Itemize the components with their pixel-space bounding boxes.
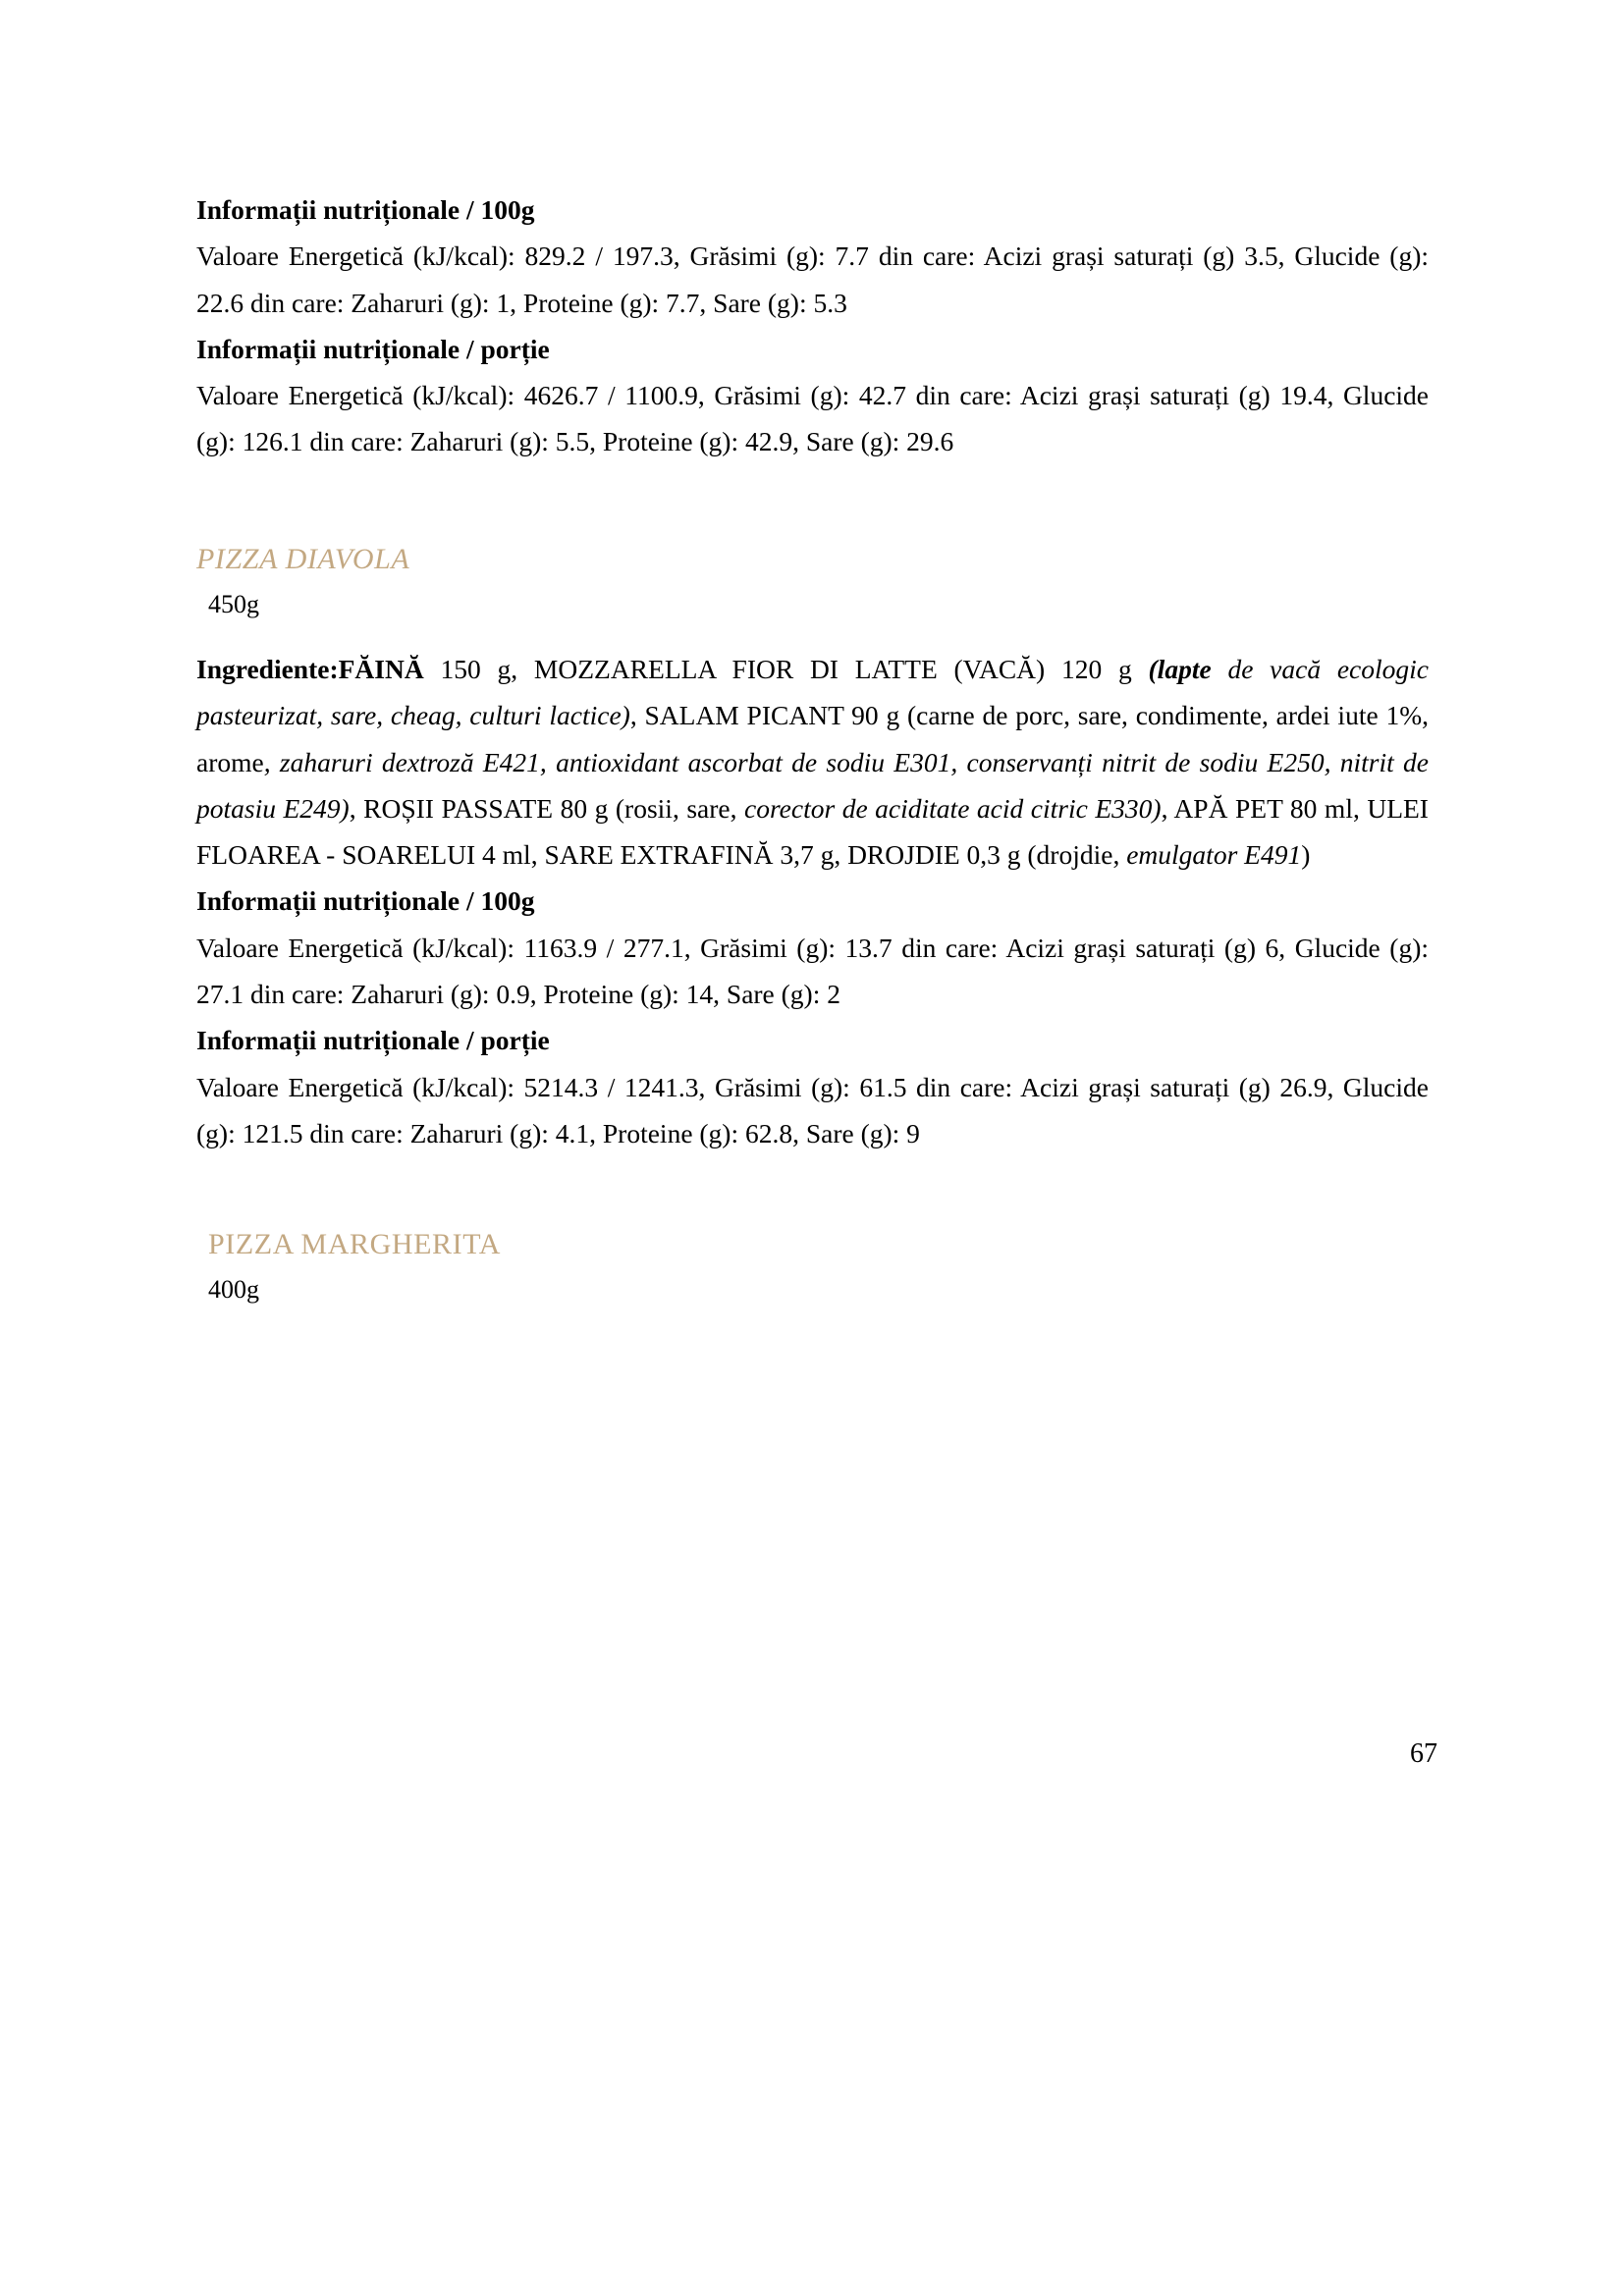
- ingredients-label: Ingrediente:: [196, 653, 339, 684]
- ingredient-run: de vacă ecologic pasteurizat, sare, cheag, culturi lactice): [196, 653, 1429, 731]
- ingredient-run: (lapte: [1148, 653, 1212, 684]
- spacer: [196, 626, 1429, 646]
- nutrition-values-100g: Valoare Energetică (kJ/kcal): 1163.9 / 277.1, Grăsimi (g): 13.7 din care: Acizi grași saturați (g) 6, Glucide (g): 27.1 din care: Zaharuri (g): 0.9, Proteine (g): 14, Sare (g): 2: [196, 932, 1429, 1010]
- ingredient-run: , SALAM PICANT 90 g (carne de porc, sare, condimente, ardei iute 1%, arome: [196, 700, 1429, 777]
- nutrition-values-portion: Valoare Energetică (kJ/kcal): 5214.3 / 1241.3, Grăsimi (g): 61.5 din care: Acizi grași saturați (g) 26.9, Glucide (g): 121.5 din care: Zaharuri (g): 4.1, Proteine (g): 62.8, Sare (g): 9: [196, 1071, 1429, 1148]
- page-number: 67: [1410, 1738, 1437, 1769]
- ingredient-run: , zaharuri dextroză E421, antioxidant ascorbat de sodiu E301, conservanți nitrit de sodiu E250, nitrit de potasiu E249): [196, 746, 1429, 824]
- product-weight: 450g: [208, 589, 259, 618]
- ingredient-run: , APĂ PET 80 ml, ULEI FLOAREA - SOARELUI 4 ml, SARE EXTRAFINĂ 3,7 g, DROJDIE 0,3 g (drojdie,: [196, 792, 1429, 871]
- nutrition-block-previous: [196, 187, 1429, 465]
- nutrition-heading-portion: Informații nutriționale / porție: [196, 1025, 550, 1056]
- nutrition-values-portion: Valoare Energetică (kJ/kcal): 4626.7 / 1100.9, Grăsimi (g): 42.7 din care: Acizi grași saturați (g) 19.4, Glucide (g): 126.1 din care: Zaharuri (g): 5.5, Proteine (g): 42.9, Sare (g): 29.6: [196, 380, 1429, 457]
- ingredient-run: corector de aciditate acid citric E330): [744, 792, 1162, 824]
- ingredient-run: emulgator E491: [1126, 839, 1302, 871]
- ingredient-run: 150 g, MOZZARELLA FIOR DI LATTE (VACĂ) 120 g: [423, 653, 1149, 684]
- nutrition-values-100g: Valoare Energetică (kJ/kcal): 829.2 / 197.3, Grăsimi (g): 7.7 din care: Acizi grași saturați (g) 3.5, Glucide (g): 22.6 din care: Zaharuri (g): 1, Proteine (g): 7.7, Sare (g): 5.3: [196, 240, 1429, 318]
- ingredients-text: [196, 654, 1429, 870]
- nutrition-heading-portion: Informații nutriționale / porție: [196, 333, 550, 364]
- spacer: [196, 1156, 1429, 1221]
- product-title: PIZZA MARGHERITA: [208, 1228, 502, 1261]
- product-pizza-diavola: [196, 536, 1429, 1156]
- product-title: PIZZA DIAVOLA: [196, 542, 410, 575]
- ingredient-run: FĂINĂ: [338, 653, 424, 684]
- ingredient-run: ): [1301, 839, 1311, 871]
- product-ingredients: [196, 646, 1429, 878]
- document-body: [196, 187, 1429, 1311]
- product-pizza-margherita: [196, 1221, 1429, 1311]
- product-weight: 400g: [208, 1275, 259, 1305]
- nutrition-heading-100g: Informații nutriționale / 100g: [196, 194, 535, 225]
- ingredient-run: , ROȘII PASSATE 80 g (rosii, sare,: [349, 792, 745, 824]
- nutrition-heading-100g: Informații nutriționale / 100g: [196, 885, 535, 917]
- spacer: [196, 465, 1429, 536]
